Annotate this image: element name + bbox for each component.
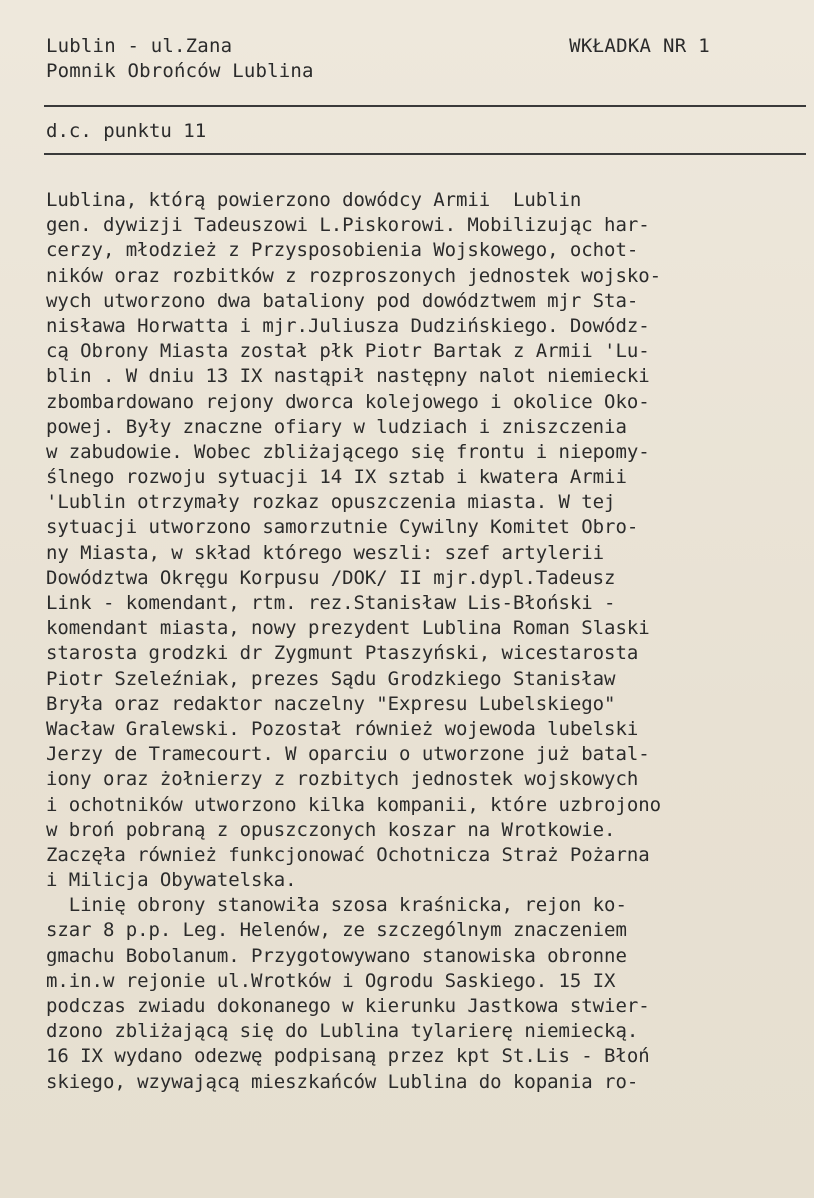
body-line: wych utworzono dwa bataliony pod dowództwem mjr Sta- [46, 289, 639, 312]
top-divider [44, 105, 806, 107]
body-line: Linię obrony stanowiła szosa kraśnicka, rejon ko- [46, 894, 627, 917]
body-line: i Milicja Obywatelska. [46, 869, 297, 892]
body-line: gen. dywizji Tadeuszowi L.Piskorowi. Mobilizując har- [46, 214, 650, 237]
body-line: cą Obrony Miasta został płk Piotr Bartak z Armii 'Lu- [46, 340, 650, 363]
body-line: Dowództwa Okręgu Korpusu /DOK/ II mjr.dypl.Tadeusz [46, 566, 616, 589]
body-line: m.in.w rejonie ul.Wrotków i Ogrodu Saskiego. 15 IX [46, 969, 616, 992]
body-line: nisława Horwatta i mjr.Juliusza Dudzińskiego. Dowódz- [46, 314, 650, 337]
body-line: cerzy, młodzież z Przysposobienia Wojskowego, ochot- [46, 239, 639, 262]
body-line: komendant miasta, nowy prezydent Lublina Roman Slaski [46, 617, 650, 640]
body-line: szar 8 p.p. Leg. Helenów, ze szczególnym znaczeniem [46, 919, 627, 942]
body-line: ników oraz rozbitków z rozproszonych jednostek wojsko- [46, 264, 662, 287]
body-text [46, 188, 814, 1095]
header-location [46, 34, 314, 84]
body-line: powej. Były znaczne ofiary w ludziach i zniszczenia [46, 415, 627, 438]
body-line: w broń pobraną z opuszczonych koszar na Wrotkowie. [46, 818, 616, 841]
body-line: Jerzy de Tramecourt. W oparciu o utworzone już batal- [46, 743, 650, 766]
body-line: Wacław Gralewski. Pozostał również wojewoda lubelski [46, 717, 639, 740]
body-line: zbombardowano rejony dworca kolejowego i okolice Oko- [46, 390, 650, 413]
body-line: gmachu Bobolanum. Przygotowywano stanowiska obronne [46, 944, 627, 967]
body-line: i ochotników utworzono kilka kompanii, które uzbrojono [46, 793, 662, 816]
body-line: w zabudowie. Wobec zbliżającego się frontu i niepomy- [46, 440, 650, 463]
body-line: sytuacji utworzono samorzutnie Cywilny Komitet Obro- [46, 516, 639, 539]
body-line: dzono zbliżającą się do Lublina tylarierę niemiecką. [46, 1020, 639, 1043]
reference-line: d.c. punktu 11 [46, 120, 207, 142]
body-line: ny Miasta, w skład którego weszli: szef artylerii [46, 541, 605, 564]
insert-label: WKŁADKA NR 1 [569, 35, 710, 57]
body-line: 'Lublin otrzymały rozkaz opuszczenia miasta. W tej [46, 491, 616, 514]
body-line: skiego, wzywającą mieszkańców Lublina do kopania ro- [46, 1070, 639, 1093]
body-line: starosta grodzki dr Zygmunt Ptaszyński, wicestarosta [46, 642, 639, 665]
body-line: iony oraz żołnierzy z rozbitych jednostek wojskowych [46, 768, 639, 791]
body-line: Link - komendant, rtm. rez.Stanisław Lis-Błoński - [46, 592, 616, 614]
body-line: Bryła oraz redaktor naczelny "Expresu Lubelskiego" [46, 692, 616, 715]
body-line: Lublina, którą powierzono dowódcy Armii Lublin [46, 189, 582, 211]
body-line: ślnego rozwoju sytuacji 14 IX sztab i kwatera Armii [46, 466, 627, 489]
header-location-line1: Lublin - ul.Zana [46, 35, 233, 57]
body-line: Piotr Szeleźniak, prezes Sądu Grodzkiego Stanisław [46, 667, 616, 690]
bottom-divider [44, 153, 806, 155]
body-line: blin . W dniu 13 IX nastąpił następny nalot niemiecki [46, 365, 650, 388]
body-line: 16 IX wydano odezwę podpisaną przez kpt St.Lis - Błoń [46, 1045, 650, 1068]
header-location-line2: Pomnik Obrońców Lublina [46, 60, 314, 82]
body-line: Zaczęła również funkcjonować Ochotnicza Straż Pożarna [46, 843, 650, 866]
body-line: podczas zwiadu dokonanego w kierunku Jastkowa stwier- [46, 995, 650, 1017]
